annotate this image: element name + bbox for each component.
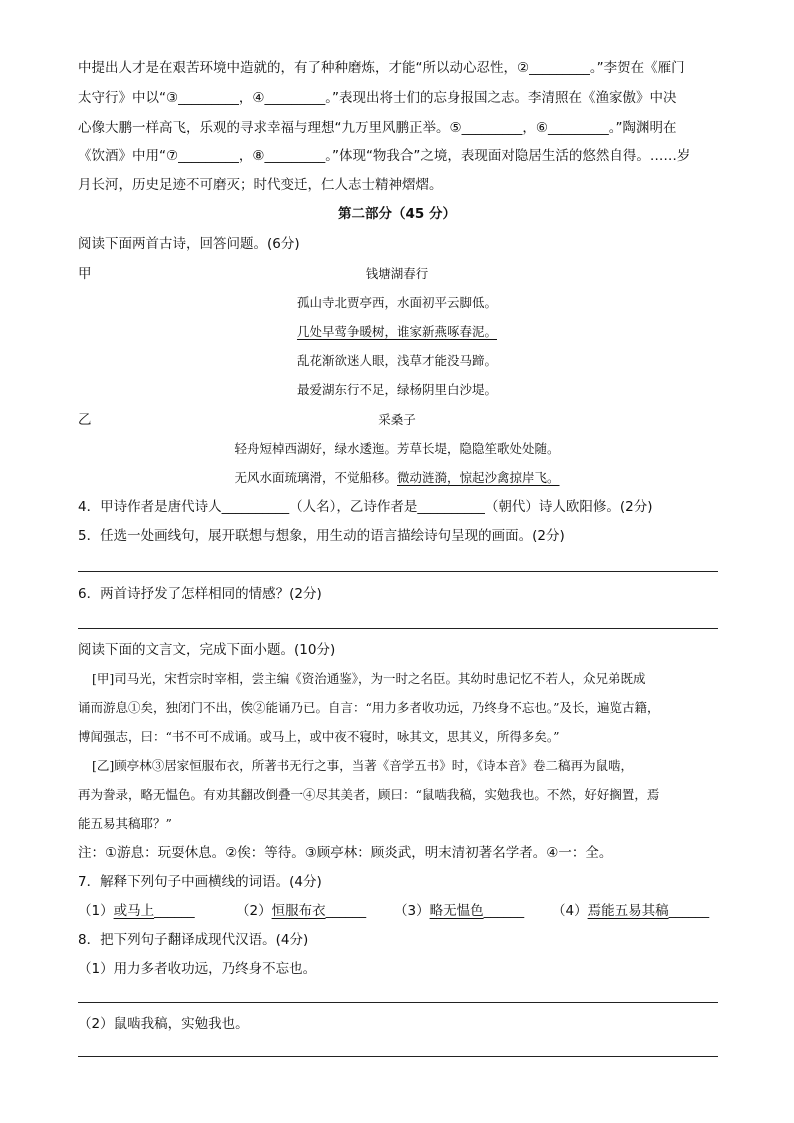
q7-blank-2[interactable]: ______: [325, 903, 367, 919]
question-6: 6．两首诗抒发了怎样相同的情感？(2分): [78, 586, 322, 602]
answer-line-q6[interactable]: [78, 628, 718, 629]
poem-jia-line-2-underlined: 几处早莺争暖树，谁家新燕啄春泥。: [296, 324, 497, 339]
q7-item-1: （1）或马上______: [78, 903, 195, 919]
intro-line-5: 月长河，历史足迹不可磨灭；时代变迁，仁人志士精神熠熠。: [78, 177, 443, 193]
poem-yi-title: 采桑子: [378, 412, 416, 427]
q7-item-4: （4）焉能五易其稿______: [552, 903, 710, 919]
q7-item-3: （3）略无愠色______: [394, 903, 525, 919]
answer-line-q5[interactable]: [78, 571, 718, 572]
q7-blank-4[interactable]: ______: [668, 903, 710, 919]
poem-yi-line-2b-underlined: 微动涟漪，惊起沙禽掠岸飞。: [397, 470, 560, 485]
poem-jia-label: 甲: [78, 266, 92, 282]
poems-instruction: 阅读下面两首古诗，回答问题。(6分): [78, 236, 300, 252]
classical-jia-line-1: [甲]司马光，宋哲宗时宰相，尝主编《资治通鉴》，为一时之名臣。其幼时患记忆不若人，众兄弟既成: [92, 671, 646, 686]
poem-jia-line-4: 最爱湖东行不足，绿杨阴里白沙堤。: [296, 382, 497, 397]
q7-item-2: （2）恒服布衣______: [236, 903, 367, 919]
q7-blank-3[interactable]: ______: [483, 903, 525, 919]
poem-yi-line-2a: 无风水面琉璃滑，不觉船移。: [234, 470, 397, 485]
part2-title: 第二部分（45 分）: [338, 206, 456, 222]
question-8-sentence-1: （1）用力多者收功远，乃终身不忘也。: [78, 961, 317, 977]
question-7-title: 7．解释下列句子中画横线的词语。(4分): [78, 874, 322, 890]
poem-jia-line-1: 孤山寺北贾亭西，水面初平云脚低。: [296, 295, 497, 310]
q7-blank-1[interactable]: ______: [154, 903, 195, 919]
answer-line-q8-2[interactable]: [78, 1056, 718, 1057]
classical-notes: 注：①游息：玩耍休息。②俟：等待。③顾亭林：顾炎武，明末清初著名学者。④一：全。: [78, 845, 613, 861]
poem-yi-line-2: [0, 468, 794, 488]
answer-line-q8-1[interactable]: [78, 1002, 718, 1003]
intro-line-2: 太守行》中以“③_________，④_________。”表现出将士们的忘身报国之志。李清照在《渔家傲》中决: [78, 90, 677, 106]
intro-line-4: 《饮酒》中用“⑦_________，⑧_________。”体现“物我合”之境，表现面对隐居生活的悠然自得。……岁: [78, 148, 691, 164]
poem-jia-line-3: 乱花渐欲迷人眼，浅草才能没马蹄。: [296, 353, 497, 368]
classical-instruction: 阅读下面的文言文，完成下面小题。(10分): [78, 642, 336, 658]
poem-jia-title: 钱塘湖春行: [365, 266, 429, 281]
question-4: 4．甲诗作者是唐代诗人__________（人名），乙诗作者是__________（朝代）诗人欧阳修。(2分): [78, 499, 653, 515]
poem-yi-label: 乙: [78, 412, 92, 428]
question-5: 5．任选一处画线句，展开联想与想象，用生动的语言描绘诗句呈现的画面。(2分): [78, 528, 565, 544]
intro-line-1: 中提出人才是在艰苦环境中造就的，有了种种磨炼，才能“所以动心忍性，②_________。”李贺在《雁门: [78, 60, 685, 76]
intro-line-3: 心像大鹏一样高飞，乐观的寻求幸福与理想“九万里风鹏正举。⑤_________，⑥_________。”陶渊明在: [78, 120, 677, 136]
classical-yi-line-2: 再为誊录，略无愠色。有劝其翻改倒叠一④尽其美者，顾曰：“鼠啮我稿，实勉我也。不然，好好搁置，焉: [78, 787, 660, 802]
classical-yi-line-3: 能五易其稿耶？”: [78, 816, 172, 831]
question-7-items: [78, 901, 709, 921]
question-8-sentence-2: （2）鼠啮我稿，实勉我也。: [78, 1016, 249, 1032]
classical-jia-line-3: 博闻强志，曰：“书不可不成诵。或马上，或中夜不寝时，咏其文，思其义，所得多矣。”: [78, 729, 560, 744]
poem-yi-line-1: 轻舟短棹西湖好，绿水逶迤。芳草长堤，隐隐笙歌处处随。: [234, 441, 560, 456]
classical-jia-line-2: 诵而游息①矣，独闭门不出，俟②能诵乃已。自言：“用力多者收功远，乃终身不忘也。”及长，遍览古籍，: [78, 700, 660, 715]
classical-yi-line-1: [乙]顾亭林③居家恒服布衣，所著书无行之事，当著《音学五书》时，《诗本音》卷二稿再为鼠啮，: [92, 758, 634, 773]
question-8-title: 8．把下列句子翻译成现代汉语。(4分): [78, 932, 309, 948]
